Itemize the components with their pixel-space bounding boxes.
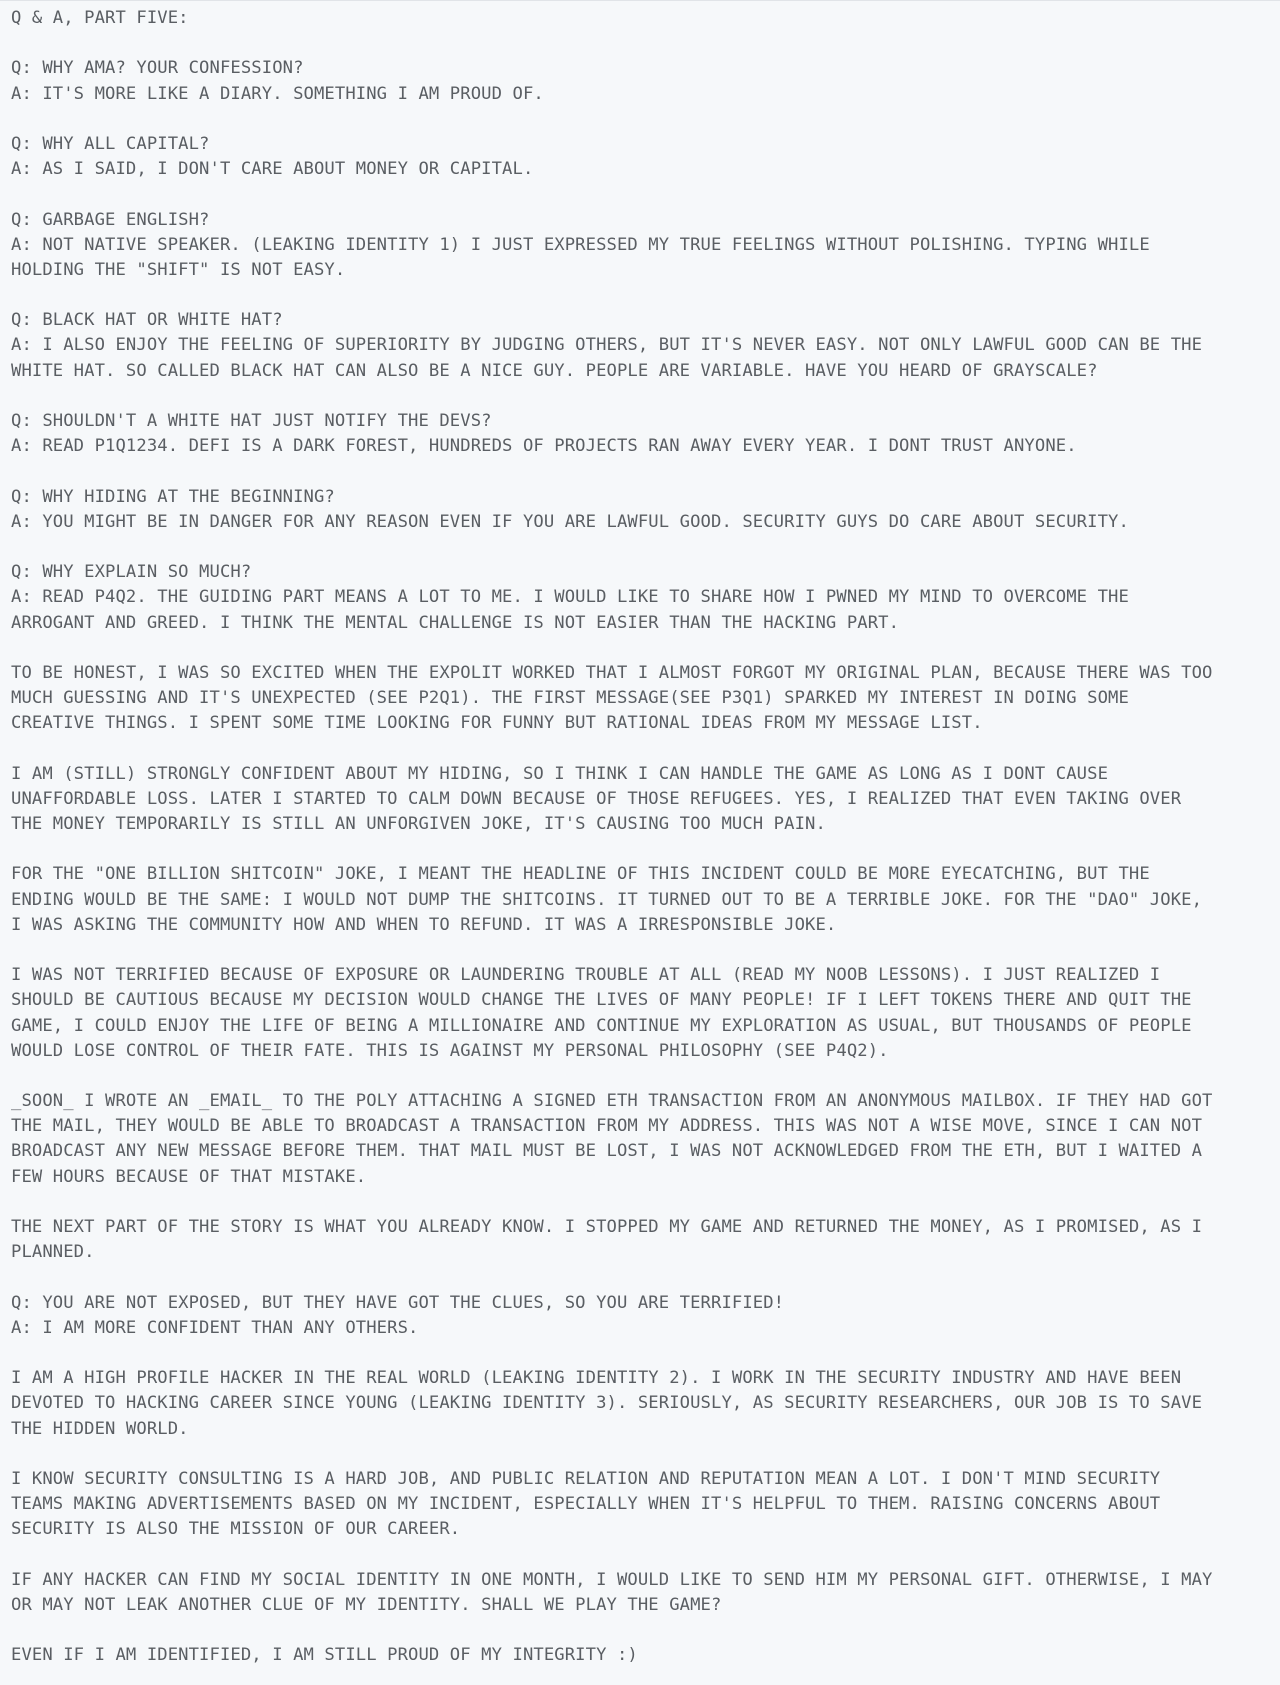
blank-line	[11, 1618, 1273, 1643]
text-line: GAME, I COULD ENJOY THE LIFE OF BEING A MILLIONAIRE AND CONTINUE MY EXPLORATION AS USUAL, BUT THOUSANDS OF PEOPLE	[11, 1015, 1192, 1036]
text-line: I KNOW SECURITY CONSULTING IS A HARD JOB, AND PUBLIC RELATION AND REPUTATION MEAN A LOT. I DON'T MIND SECURITY	[11, 1468, 1161, 1489]
text-line: Q: YOU ARE NOT EXPOSED, BUT THEY HAVE GOT THE CLUES, SO YOU ARE TERRIFIED!	[11, 1292, 785, 1313]
text-line: SHOULD BE CAUTIOUS BECAUSE MY DECISION WOULD CHANGE THE LIVES OF MANY PEOPLE! IF I LEFT TOKENS THERE AND QUIT THE	[11, 990, 1192, 1011]
blank-line	[11, 1442, 1273, 1467]
blank-line	[11, 938, 1273, 963]
message-text-block	[11, 6, 1273, 1668]
text-line: DEVOTED TO HACKING CAREER SINCE YOUNG (LEAKING IDENTITY 3). SERIOUSLY, AS SECURITY RESEARCHERS, OUR JOB IS TO SAVE	[11, 1393, 1203, 1414]
text-line: I WAS NOT TERRIFIED BECAUSE OF EXPOSURE OR LAUNDERING TROUBLE AT ALL (READ MY NOOB LESSONS). I JUST REALIZED I	[11, 965, 1161, 986]
text-line: Q: BLACK HAT OR WHITE HAT?	[11, 310, 283, 331]
blank-line	[11, 1542, 1273, 1567]
text-line: BROADCAST ANY NEW MESSAGE BEFORE THEM. THAT MAIL MUST BE LOST, I WAS NOT ACKNOWLEDGED FROM THE ETH, BUT I WAITED A	[11, 1141, 1203, 1162]
text-line: OR MAY NOT LEAK ANOTHER CLUE OF MY IDENTITY. SHALL WE PLAY THE GAME?	[11, 1594, 722, 1615]
text-line: I WAS ASKING THE COMMUNITY HOW AND WHEN TO REFUND. IT WAS A IRRESPONSIBLE JOKE.	[11, 914, 837, 935]
blank-line	[11, 31, 1273, 56]
blank-line	[11, 1341, 1273, 1366]
text-line: PLANNED.	[11, 1242, 95, 1263]
blank-line	[11, 1265, 1273, 1290]
text-line: WOULD LOSE CONTROL OF THEIR FATE. THIS IS AGAINST MY PERSONAL PHILOSOPHY (SEE P4Q2).	[11, 1040, 889, 1061]
text-line: EVEN IF I AM IDENTIFIED, I AM STILL PROUD OF MY INTEGRITY :)	[11, 1645, 638, 1666]
blank-line	[11, 182, 1273, 207]
text-line: THE MONEY TEMPORARILY IS STILL AN UNFORGIVEN JOKE, IT'S CAUSING TOO MUCH PAIN.	[11, 814, 826, 834]
text-line: A: IT'S MORE LIKE A DIARY. SOMETHING I AM PROUD OF.	[11, 83, 544, 104]
text-line: IF ANY HACKER CAN FIND MY SOCIAL IDENTITY IN ONE MONTH, I WOULD LIKE TO SEND HIM MY PERSONAL GIFT. OTHERWISE, I MAY	[11, 1569, 1213, 1590]
text-line: SECURITY IS ALSO THE MISSION OF OUR CAREER.	[11, 1519, 461, 1540]
text-line: CREATIVE THINGS. I SPENT SOME TIME LOOKING FOR FUNNY BUT RATIONAL IDEAS FROM MY MESSAGE LIST.	[11, 713, 983, 734]
text-line: A: NOT NATIVE SPEAKER. (LEAKING IDENTITY 1) I JUST EXPRESSED MY TRUE FEELINGS WITHOUT POLISHING. TYPING WHILE	[11, 234, 1150, 255]
text-line: I AM A HIGH PROFILE HACKER IN THE REAL WORLD (LEAKING IDENTITY 2). I WORK IN THE SECURITY INDUSTRY AND HAVE BEEN	[11, 1368, 1182, 1389]
blank-line	[11, 459, 1273, 484]
text-line: Q: WHY EXPLAIN SO MUCH?	[11, 562, 252, 583]
document-title: Q & A, PART FIVE:	[11, 8, 189, 28]
text-line: A: I ALSO ENJOY THE FEELING OF SUPERIORITY BY JUDGING OTHERS, BUT IT'S NEVER EASY. NOT ONLY LAWFUL GOOD CAN BE THE	[11, 335, 1203, 356]
text-line: TEAMS MAKING ADVERTISEMENTS BASED ON MY INCIDENT, ESPECIALLY WHEN IT'S HELPFUL TO THEM. RAISING CONCERNS ABOUT	[11, 1494, 1161, 1515]
blank-line	[11, 535, 1273, 560]
text-line: TO BE HONEST, I WAS SO EXCITED WHEN THE EXPOLIT WORKED THAT I ALMOST FORGOT MY ORIGINAL PLAN, BECAUSE THERE WAS TOO	[11, 662, 1213, 683]
text-line: THE NEXT PART OF THE STORY IS WHAT YOU ALREADY KNOW. I STOPPED MY GAME AND RETURNED THE MONEY, AS I PROMISED, AS I	[11, 1217, 1203, 1237]
text-line: _SOON_ I WROTE AN _EMAIL_ TO THE POLY ATTACHING A SIGNED ETH TRANSACTION FROM AN ANONYMOUS MAILBOX. IF THEY HAD GOT	[11, 1091, 1213, 1112]
text-line: Q: GARBAGE ENGLISH?	[11, 209, 210, 230]
text-line: Q: SHOULDN'T A WHITE HAT JUST NOTIFY THE DEVS?	[11, 411, 492, 431]
blank-line	[11, 107, 1273, 132]
blank-line	[11, 283, 1273, 308]
text-line: UNAFFORDABLE LOSS. LATER I STARTED TO CALM DOWN BECAUSE OF THOSE REFUGEES. YES, I REALIZED THAT EVEN TAKING OVER	[11, 788, 1182, 809]
blank-line	[11, 1190, 1273, 1215]
text-line: Q: WHY HIDING AT THE BEGINNING?	[11, 486, 335, 507]
text-line: A: READ P4Q2. THE GUIDING PART MEANS A LOT TO ME. I WOULD LIKE TO SHARE HOW I PWNED MY MIND TO OVERCOME THE	[11, 587, 1129, 608]
text-line: THE MAIL, THEY WOULD BE ABLE TO BROADCAST A TRANSACTION FROM MY ADDRESS. THIS WAS NOT A WISE MOVE, SINCE I CAN NOT	[11, 1116, 1203, 1137]
text-line: HOLDING THE "SHIFT" IS NOT EASY.	[11, 259, 346, 280]
text-line: I AM (STILL) STRONGLY CONFIDENT ABOUT MY HIDING, SO I THINK I CAN HANDLE THE GAME AS LONG AS I DONT CAUSE	[11, 763, 1109, 784]
text-line: Q: WHY ALL CAPITAL?	[11, 133, 210, 154]
text-line: WHITE HAT. SO CALLED BLACK HAT CAN ALSO BE A NICE GUY. PEOPLE ARE VARIABLE. HAVE YOU HEARD OF GRAYSCALE?	[11, 360, 1098, 381]
text-line: A: I AM MORE CONFIDENT THAN ANY OTHERS.	[11, 1317, 419, 1338]
text-line: MUCH GUESSING AND IT'S UNEXPECTED (SEE P2Q1). THE FIRST MESSAGE(SEE P3Q1) SPARKED MY INTEREST IN DOING SOME	[11, 688, 1129, 709]
blank-line	[11, 636, 1273, 661]
message-lines	[11, 31, 1273, 1668]
text-line: ARROGANT AND GREED. I THINK THE MENTAL CHALLENGE IS NOT EASIER THAN THE HACKING PART.	[11, 612, 900, 633]
text-line: A: AS I SAID, I DON'T CARE ABOUT MONEY OR CAPITAL.	[11, 159, 534, 180]
text-line: ENDING WOULD BE THE SAME: I WOULD NOT DUMP THE SHITCOINS. IT TURNED OUT TO BE A TERRIBLE JOKE. FOR THE "DAO" JOKE,	[11, 889, 1203, 910]
text-line: FEW HOURS BECAUSE OF THAT MISTAKE.	[11, 1166, 367, 1187]
text-line: A: READ P1Q1234. DEFI IS A DARK FOREST, HUNDREDS OF PROJECTS RAN AWAY EVERY YEAR. I DONT TRUST ANYONE.	[11, 436, 1077, 457]
text-line: Q: WHY AMA? YOUR CONFESSION?	[11, 58, 304, 79]
blank-line	[11, 837, 1273, 862]
blank-line	[11, 1064, 1273, 1089]
text-line: FOR THE "ONE BILLION SHITCOIN" JOKE, I MEANT THE HEADLINE OF THIS INCIDENT COULD BE MORE EYECATCHING, BUT THE	[11, 864, 1150, 885]
blank-line	[11, 736, 1273, 761]
text-line: A: YOU MIGHT BE IN DANGER FOR ANY REASON EVEN IF YOU ARE LAWFUL GOOD. SECURITY GUYS DO CARE ABOUT SECURITY.	[11, 511, 1129, 532]
blank-line	[11, 384, 1273, 409]
text-line: THE HIDDEN WORLD.	[11, 1418, 189, 1439]
